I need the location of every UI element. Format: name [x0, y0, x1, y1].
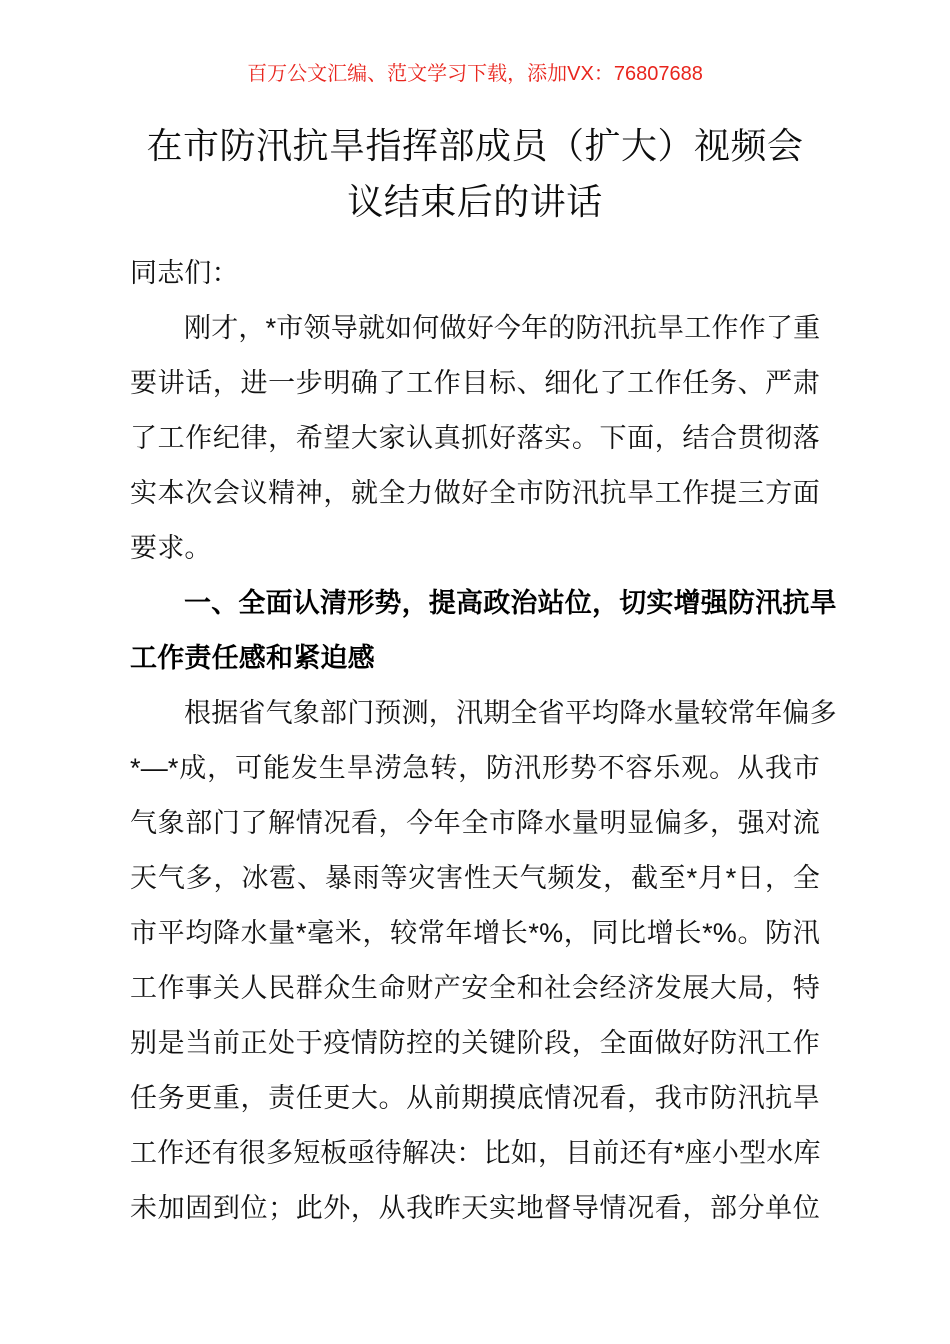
text-line: *—*成，可能发生旱涝急转，防汛形势不容乐观。从我市	[130, 753, 820, 783]
salutation-line: 同志们：	[130, 258, 239, 288]
text-line: 未加固到位；此外，从我昨天实地督导情况看，部分单位	[130, 1193, 820, 1223]
text-line: 根据省气象部门预测，汛期全省平均降水量较常年偏多	[184, 698, 837, 728]
text-line: 要讲话，进一步明确了工作目标、细化了工作任务、严肃	[130, 368, 820, 398]
text-line: 市平均降水量*毫米，较常年增长*%，同比增长*%。防汛	[130, 918, 820, 948]
section-heading-line: 一、全面认清形势，提高政治站位，切实增强防汛抗旱	[184, 588, 837, 618]
text-line: 实本次会议精神，就全力做好全市防汛抗旱工作提三方面	[130, 478, 820, 508]
text-line: 天气多，冰雹、暴雨等灾害性天气频发，截至*月*日，全	[130, 863, 820, 893]
text-line: 刚才，*市领导就如何做好今年的防汛抗旱工作作了重	[184, 313, 821, 343]
document-title: 在市防汛抗旱指挥部成员（扩大）视频会议结束后的讲话	[146, 125, 804, 222]
section-heading-line: 工作责任感和紧迫感	[130, 643, 375, 673]
text-line: 任务更重，责任更大。从前期摸底情况看，我市防汛抗旱	[130, 1083, 820, 1113]
text-line: 了工作纪律，希望大家认真抓好落实。下面，结合贯彻落	[130, 423, 820, 453]
text-line: 别是当前正处于疫情防控的关键阶段，全面做好防汛工作	[130, 1028, 820, 1058]
text-line: 气象部门了解情况看，今年全市降水量明显偏多，强对流	[130, 808, 820, 838]
text-line: 要求。	[130, 533, 212, 563]
document-body	[130, 246, 837, 1236]
text-line: 工作还有很多短板亟待解决：比如，目前还有*座小型水库	[130, 1138, 821, 1168]
text-line: 工作事关人民群众生命财产安全和社会经济发展大局，特	[130, 973, 820, 1003]
promo-banner: 百万公文汇编、范文学习下载，添加VX：76807688	[247, 63, 703, 85]
